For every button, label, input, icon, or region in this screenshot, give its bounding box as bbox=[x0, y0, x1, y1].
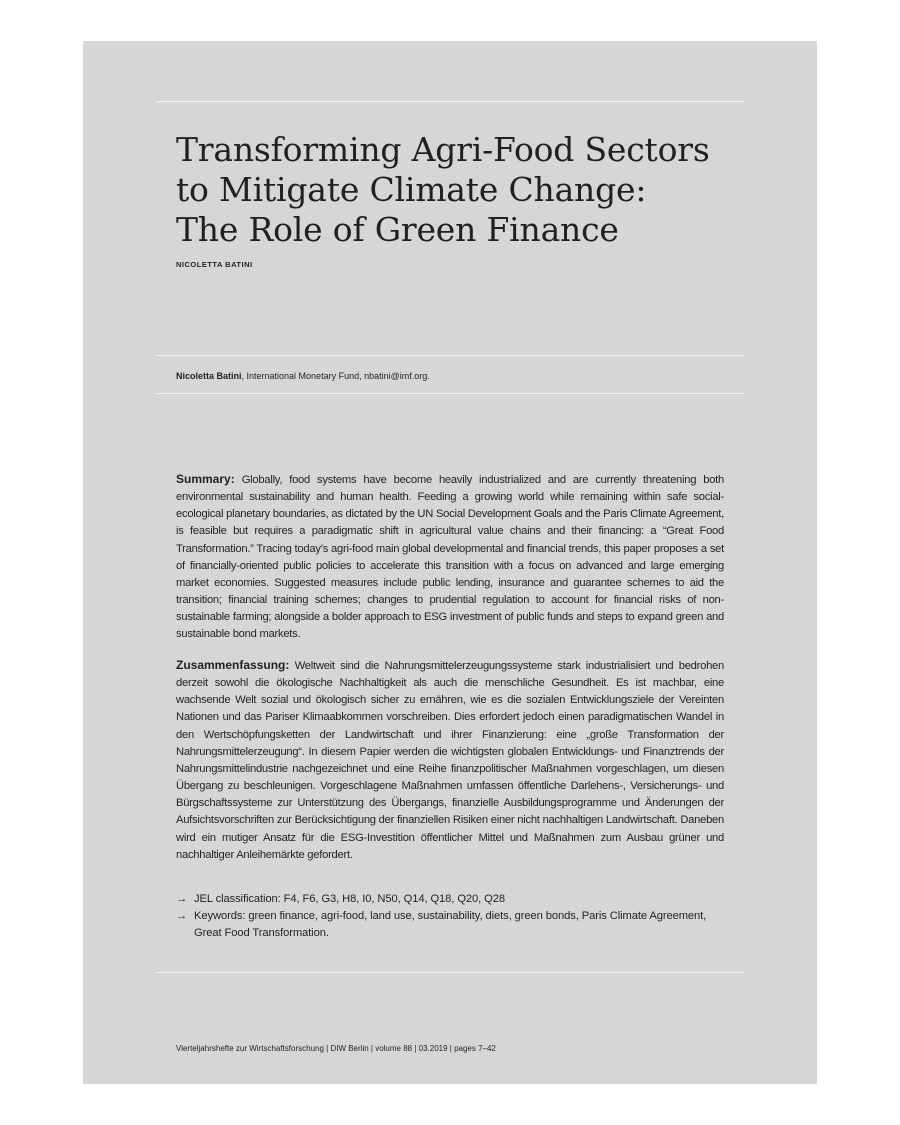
keywords-text: Keywords: green finance, agri-food, land use, sustainability, diets, green bonds, Paris Climate Agreement, Great Food Transformation. bbox=[194, 910, 707, 940]
affiliation-bottom-rule bbox=[156, 393, 744, 394]
affiliation-details: , International Monetary Fund, nbatini@imf.org. bbox=[241, 371, 430, 381]
zusammenfassung-label: Zusammenfassung: bbox=[176, 658, 290, 672]
article-title bbox=[176, 130, 736, 250]
affiliation-top-rule bbox=[156, 355, 744, 356]
bottom-rule bbox=[156, 972, 744, 973]
affiliation-name: Nicoletta Batini bbox=[176, 371, 242, 381]
jel-classification bbox=[176, 891, 736, 908]
arrow-right-icon: → bbox=[176, 893, 188, 905]
jel-text: JEL classification: F4, F6, G3, H8, I0, N50, Q14, Q18, Q20, Q28 bbox=[194, 893, 506, 905]
article-metadata bbox=[176, 891, 736, 942]
zusammenfassung-text: Weltweit sind die Nahrungsmittelerzeugungssysteme stark industrialisiert und bedrohen derzeit sowohl die ökologische Nachhaltigkeit als auch die menschliche Gesundheit. Es ist machbar, eine wachsende Welt sozial und ökologisch sicher zu ernähren, wie es die sozialen Entwicklungsziele der Vereinten Nationen und das Pariser Klimaabkommen vorschreiben. Dies erfordert jedoch einen paradigmatischen Wandel in den Wertschöpfungsketten der Landwirtschaft und ihrer Finanzierung: eine „große Transformation der Nahrungsmittelerzeugung“. In diesem Papier werden die wichtigsten globalen Entwicklungs- und Finanztrends der Nahrungsmittelindustrie nachgezeichnet und eine Reihe finanzpolitischer Maßnahmen vorgeschlagen, um diesen Übergang zu beschleunigen. Vorgeschlagene Maßnahmen umfassen öffentliche Darlehens-, Versicherungs- und Bürgschaftssysteme zur Unterstützung des Übergangs, finanzielle Ausbildungsprogramme und Änderungen der Aufsichtsvorschriften zur Berücksichtigung der finanziellen Risiken einer nicht nachhaltigen Landwirtschaft. Daneben wird ein mutiger Ansatz für die ESG-Investition öffentlicher Mittel und Maßnahmen zum Ausbau grüner und nachhaltiger Anleihemärkte gefordert. bbox=[176, 660, 725, 861]
top-rule bbox=[156, 101, 744, 102]
arrow-right-icon: → bbox=[176, 910, 188, 923]
zusammenfassung-paragraph bbox=[176, 657, 724, 864]
journal-page bbox=[83, 41, 817, 1084]
author-name: NICOLETTA BATINI bbox=[176, 260, 253, 269]
title-line: Transforming Agri-Food Sectors bbox=[176, 130, 710, 169]
summary-label: Summary: bbox=[176, 472, 235, 486]
keywords bbox=[176, 908, 736, 942]
title-line: to Mitigate Climate Change: bbox=[176, 170, 647, 209]
author-affiliation bbox=[176, 370, 430, 382]
title-line: The Role of Green Finance bbox=[176, 210, 619, 249]
summary-text: Globally, food systems have become heavily industrialized and are currently threatening both environmental sustainability and human health. Feeding a growing world while remaining within safe social-ecological planetary boundaries, as dictated by the UN Social Development Goals and the Paris Climate Agreement, is feasible but requires a paradigmatic shift in agricultural value chains and their financing: a “Great Food Transformation.” Tracing today’s agri-food main global developmental and financial trends, this paper proposes a set of financially-oriented public policies to accelerate this transition with a focus on advanced and large emerging market economies. Suggested measures include public lending, insurance and guarantee schemes to aid the transition; financial training schemes; changes to prudential regulation to account for financial risks of non-sustainable farming; alongside a bolder approach to ESG investment of public funds and steps to expand green and sustainable bond markets. bbox=[176, 474, 725, 641]
summary-paragraph bbox=[176, 471, 724, 644]
journal-footer: Vierteljahrshefte zur Wirtschaftsforschung | DIW Berlin | volume 88 | 03.2019 | pages 7–42 bbox=[176, 1044, 496, 1053]
